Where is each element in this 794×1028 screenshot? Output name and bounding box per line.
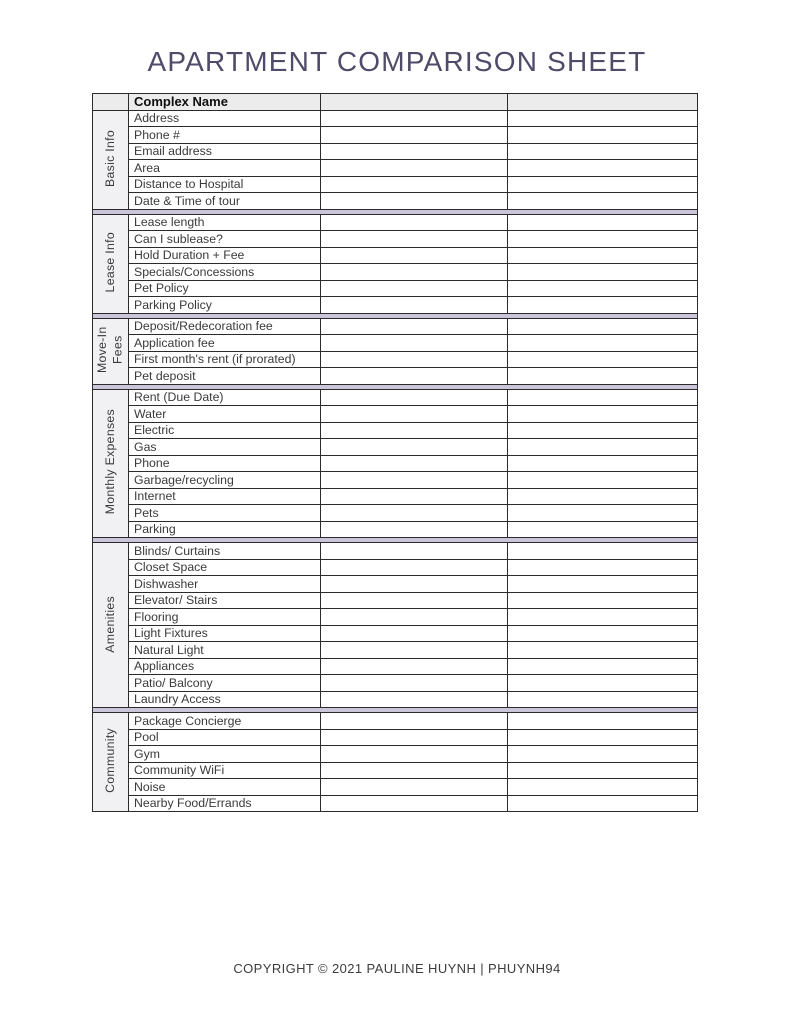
comparison-cell[interactable] — [508, 521, 698, 538]
row-label: Pet deposit — [129, 368, 321, 385]
row-label: Pool — [129, 729, 321, 746]
comparison-cell[interactable] — [508, 543, 698, 560]
row-label: Patio/ Balcony — [129, 675, 321, 692]
comparison-cell[interactable] — [508, 642, 698, 659]
comparison-cell[interactable] — [321, 439, 508, 456]
comparison-cell[interactable] — [508, 214, 698, 231]
row-label: Email address — [129, 143, 321, 160]
comparison-cell[interactable] — [508, 609, 698, 626]
comparison-cell[interactable] — [321, 160, 508, 177]
category-cell — [93, 318, 129, 384]
table-row — [93, 675, 698, 692]
row-label: Pets — [129, 505, 321, 522]
comparison-cell[interactable] — [508, 691, 698, 708]
table-row — [93, 729, 698, 746]
comparison-cell[interactable] — [508, 160, 698, 177]
category-cell — [93, 713, 129, 812]
comparison-cell[interactable] — [508, 318, 698, 335]
comparison-cell[interactable] — [321, 521, 508, 538]
comparison-cell[interactable] — [508, 280, 698, 297]
table-row — [93, 406, 698, 423]
table-row — [93, 592, 698, 609]
comparison-cell[interactable] — [508, 713, 698, 730]
row-label: Water — [129, 406, 321, 423]
complex-name-cell[interactable] — [321, 94, 508, 111]
table-row — [93, 795, 698, 812]
comparison-cell[interactable] — [321, 143, 508, 160]
comparison-cell[interactable] — [508, 143, 698, 160]
category-label: Basic Info — [102, 129, 117, 187]
table-row — [93, 762, 698, 779]
category-cell — [93, 543, 129, 708]
comparison-cell[interactable] — [508, 576, 698, 593]
comparison-cell[interactable] — [508, 746, 698, 763]
table-row — [93, 713, 698, 730]
row-label: Internet — [129, 488, 321, 505]
table-row — [93, 642, 698, 659]
comparison-cell[interactable] — [508, 351, 698, 368]
row-label: Garbage/recycling — [129, 472, 321, 489]
comparison-cell[interactable] — [321, 625, 508, 642]
comparison-cell[interactable] — [321, 746, 508, 763]
table-row — [93, 488, 698, 505]
comparison-cell[interactable] — [321, 658, 508, 675]
category-label: Community — [102, 728, 117, 794]
comparison-cell[interactable] — [321, 691, 508, 708]
category-label: Lease Info — [102, 232, 117, 293]
table-row — [93, 297, 698, 314]
category-cell — [93, 110, 129, 209]
table-row — [93, 779, 698, 796]
comparison-cell[interactable] — [321, 505, 508, 522]
comparison-cell[interactable] — [321, 642, 508, 659]
comparison-cell[interactable] — [508, 559, 698, 576]
comparison-cell[interactable] — [508, 729, 698, 746]
row-label: Can I sublease? — [129, 231, 321, 248]
comparison-cell[interactable] — [508, 455, 698, 472]
comparison-cell[interactable] — [321, 264, 508, 281]
table-row — [93, 455, 698, 472]
comparison-cell[interactable] — [508, 176, 698, 193]
table-row — [93, 422, 698, 439]
row-label: Closet Space — [129, 559, 321, 576]
row-label: Blinds/ Curtains — [129, 543, 321, 560]
comparison-cell[interactable] — [508, 127, 698, 144]
category-label: Amenities — [102, 595, 117, 653]
category-label: Monthly Expenses — [102, 409, 117, 515]
comparison-cell[interactable] — [321, 280, 508, 297]
comparison-cell[interactable] — [321, 762, 508, 779]
table-row — [93, 543, 698, 560]
comparison-cell[interactable] — [508, 110, 698, 127]
table-row — [93, 351, 698, 368]
comparison-cell[interactable] — [321, 127, 508, 144]
comparison-cell[interactable] — [321, 318, 508, 335]
row-label: Rent (Due Date) — [129, 389, 321, 406]
comparison-cell[interactable] — [508, 247, 698, 264]
page-title: APARTMENT COMPARISON SHEET — [147, 46, 647, 77]
complex-name-cell[interactable] — [508, 94, 698, 111]
comparison-cell[interactable] — [321, 422, 508, 439]
comparison-cell[interactable] — [508, 422, 698, 439]
row-label: Appliances — [129, 658, 321, 675]
table-row — [93, 389, 698, 406]
table-row — [93, 264, 698, 281]
copyright-text: COPYRIGHT © 2021 PAULINE HUYNH | PHUYNH94 — [233, 961, 561, 976]
table-row — [93, 658, 698, 675]
comparison-cell[interactable] — [508, 592, 698, 609]
table-row — [93, 231, 698, 248]
row-label: Dishwasher — [129, 576, 321, 593]
row-label: Natural Light — [129, 642, 321, 659]
table-row — [93, 318, 698, 335]
row-label: Distance to Hospital — [129, 176, 321, 193]
comparison-cell[interactable] — [321, 609, 508, 626]
comparison-cell[interactable] — [321, 297, 508, 314]
comparison-cell[interactable] — [321, 779, 508, 796]
comparison-cell[interactable] — [321, 472, 508, 489]
row-label: Gym — [129, 746, 321, 763]
comparison-cell[interactable] — [508, 625, 698, 642]
row-label: Date & Time of tour — [129, 193, 321, 210]
row-label: Flooring — [129, 609, 321, 626]
comparison-cell[interactable] — [321, 351, 508, 368]
table-row — [93, 625, 698, 642]
table-row — [93, 368, 698, 385]
row-label: Laundry Access — [129, 691, 321, 708]
comparison-cell[interactable] — [321, 176, 508, 193]
comparison-cell[interactable] — [508, 675, 698, 692]
table-row — [93, 160, 698, 177]
table-row — [93, 193, 698, 210]
table-row — [93, 609, 698, 626]
category-cell — [93, 389, 129, 538]
row-label: Community WiFi — [129, 762, 321, 779]
table-row — [93, 472, 698, 489]
table-row — [93, 335, 698, 352]
row-label: Specials/Concessions — [129, 264, 321, 281]
comparison-cell[interactable] — [508, 231, 698, 248]
table-row — [93, 110, 698, 127]
comparison-cell[interactable] — [508, 193, 698, 210]
comparison-cell[interactable] — [508, 389, 698, 406]
row-label: Application fee — [129, 335, 321, 352]
comparison-cell[interactable] — [321, 335, 508, 352]
comparison-cell[interactable] — [508, 264, 698, 281]
comparison-cell[interactable] — [321, 713, 508, 730]
comparison-cell[interactable] — [508, 795, 698, 812]
row-label: Hold Duration + Fee — [129, 247, 321, 264]
comparison-cell[interactable] — [508, 658, 698, 675]
row-label: Package Concierge — [129, 713, 321, 730]
row-label: Light Fixtures — [129, 625, 321, 642]
table-body — [93, 94, 698, 812]
table-row — [93, 280, 698, 297]
comparison-cell[interactable] — [321, 368, 508, 385]
comparison-cell[interactable] — [321, 729, 508, 746]
comparison-table — [92, 93, 698, 812]
table-row — [93, 439, 698, 456]
comparison-cell[interactable] — [508, 488, 698, 505]
table-row — [93, 127, 698, 144]
row-label: Electric — [129, 422, 321, 439]
comparison-cell[interactable] — [321, 110, 508, 127]
comparison-cell[interactable] — [321, 247, 508, 264]
row-label: Elevator/ Stairs — [129, 592, 321, 609]
comparison-cell[interactable] — [508, 505, 698, 522]
comparison-cell[interactable] — [508, 297, 698, 314]
comparison-cell[interactable] — [321, 389, 508, 406]
table-row — [93, 247, 698, 264]
row-label: Pet Policy — [129, 280, 321, 297]
comparison-cell[interactable] — [508, 406, 698, 423]
comparison-cell[interactable] — [508, 335, 698, 352]
row-label: Phone # — [129, 127, 321, 144]
comparison-cell[interactable] — [321, 488, 508, 505]
row-label: Noise — [129, 779, 321, 796]
row-label: Address — [129, 110, 321, 127]
comparison-cell[interactable] — [321, 559, 508, 576]
comparison-cell[interactable] — [321, 193, 508, 210]
corner-cell — [93, 94, 129, 111]
comparison-cell[interactable] — [321, 675, 508, 692]
table-row — [93, 746, 698, 763]
category-label: Move-In Fees — [95, 326, 125, 374]
row-label: Parking Policy — [129, 297, 321, 314]
comparison-cell[interactable] — [321, 576, 508, 593]
row-label: First month's rent (if prorated) — [129, 351, 321, 368]
table-row — [93, 505, 698, 522]
comparison-cell[interactable] — [321, 543, 508, 560]
table-row — [93, 691, 698, 708]
table-row — [93, 559, 698, 576]
row-label: Deposit/Redecoration fee — [129, 318, 321, 335]
row-label: Lease length — [129, 214, 321, 231]
comparison-cell[interactable] — [508, 439, 698, 456]
table-row — [93, 176, 698, 193]
comparison-cell[interactable] — [321, 455, 508, 472]
comparison-cell[interactable] — [321, 406, 508, 423]
table-row — [93, 576, 698, 593]
comparison-cell[interactable] — [321, 592, 508, 609]
comparison-cell[interactable] — [321, 214, 508, 231]
row-label: Area — [129, 160, 321, 177]
row-label: Phone — [129, 455, 321, 472]
comparison-cell[interactable] — [508, 779, 698, 796]
comparison-cell[interactable] — [508, 472, 698, 489]
comparison-cell[interactable] — [321, 795, 508, 812]
comparison-cell[interactable] — [508, 368, 698, 385]
header-row — [93, 94, 698, 111]
row-label: Nearby Food/Errands — [129, 795, 321, 812]
complex-name-header: Complex Name — [129, 94, 321, 111]
comparison-cell[interactable] — [321, 231, 508, 248]
category-cell — [93, 214, 129, 313]
table-row — [93, 214, 698, 231]
table-row — [93, 521, 698, 538]
row-label: Parking — [129, 521, 321, 538]
row-label: Gas — [129, 439, 321, 456]
table-row — [93, 143, 698, 160]
comparison-cell[interactable] — [508, 762, 698, 779]
